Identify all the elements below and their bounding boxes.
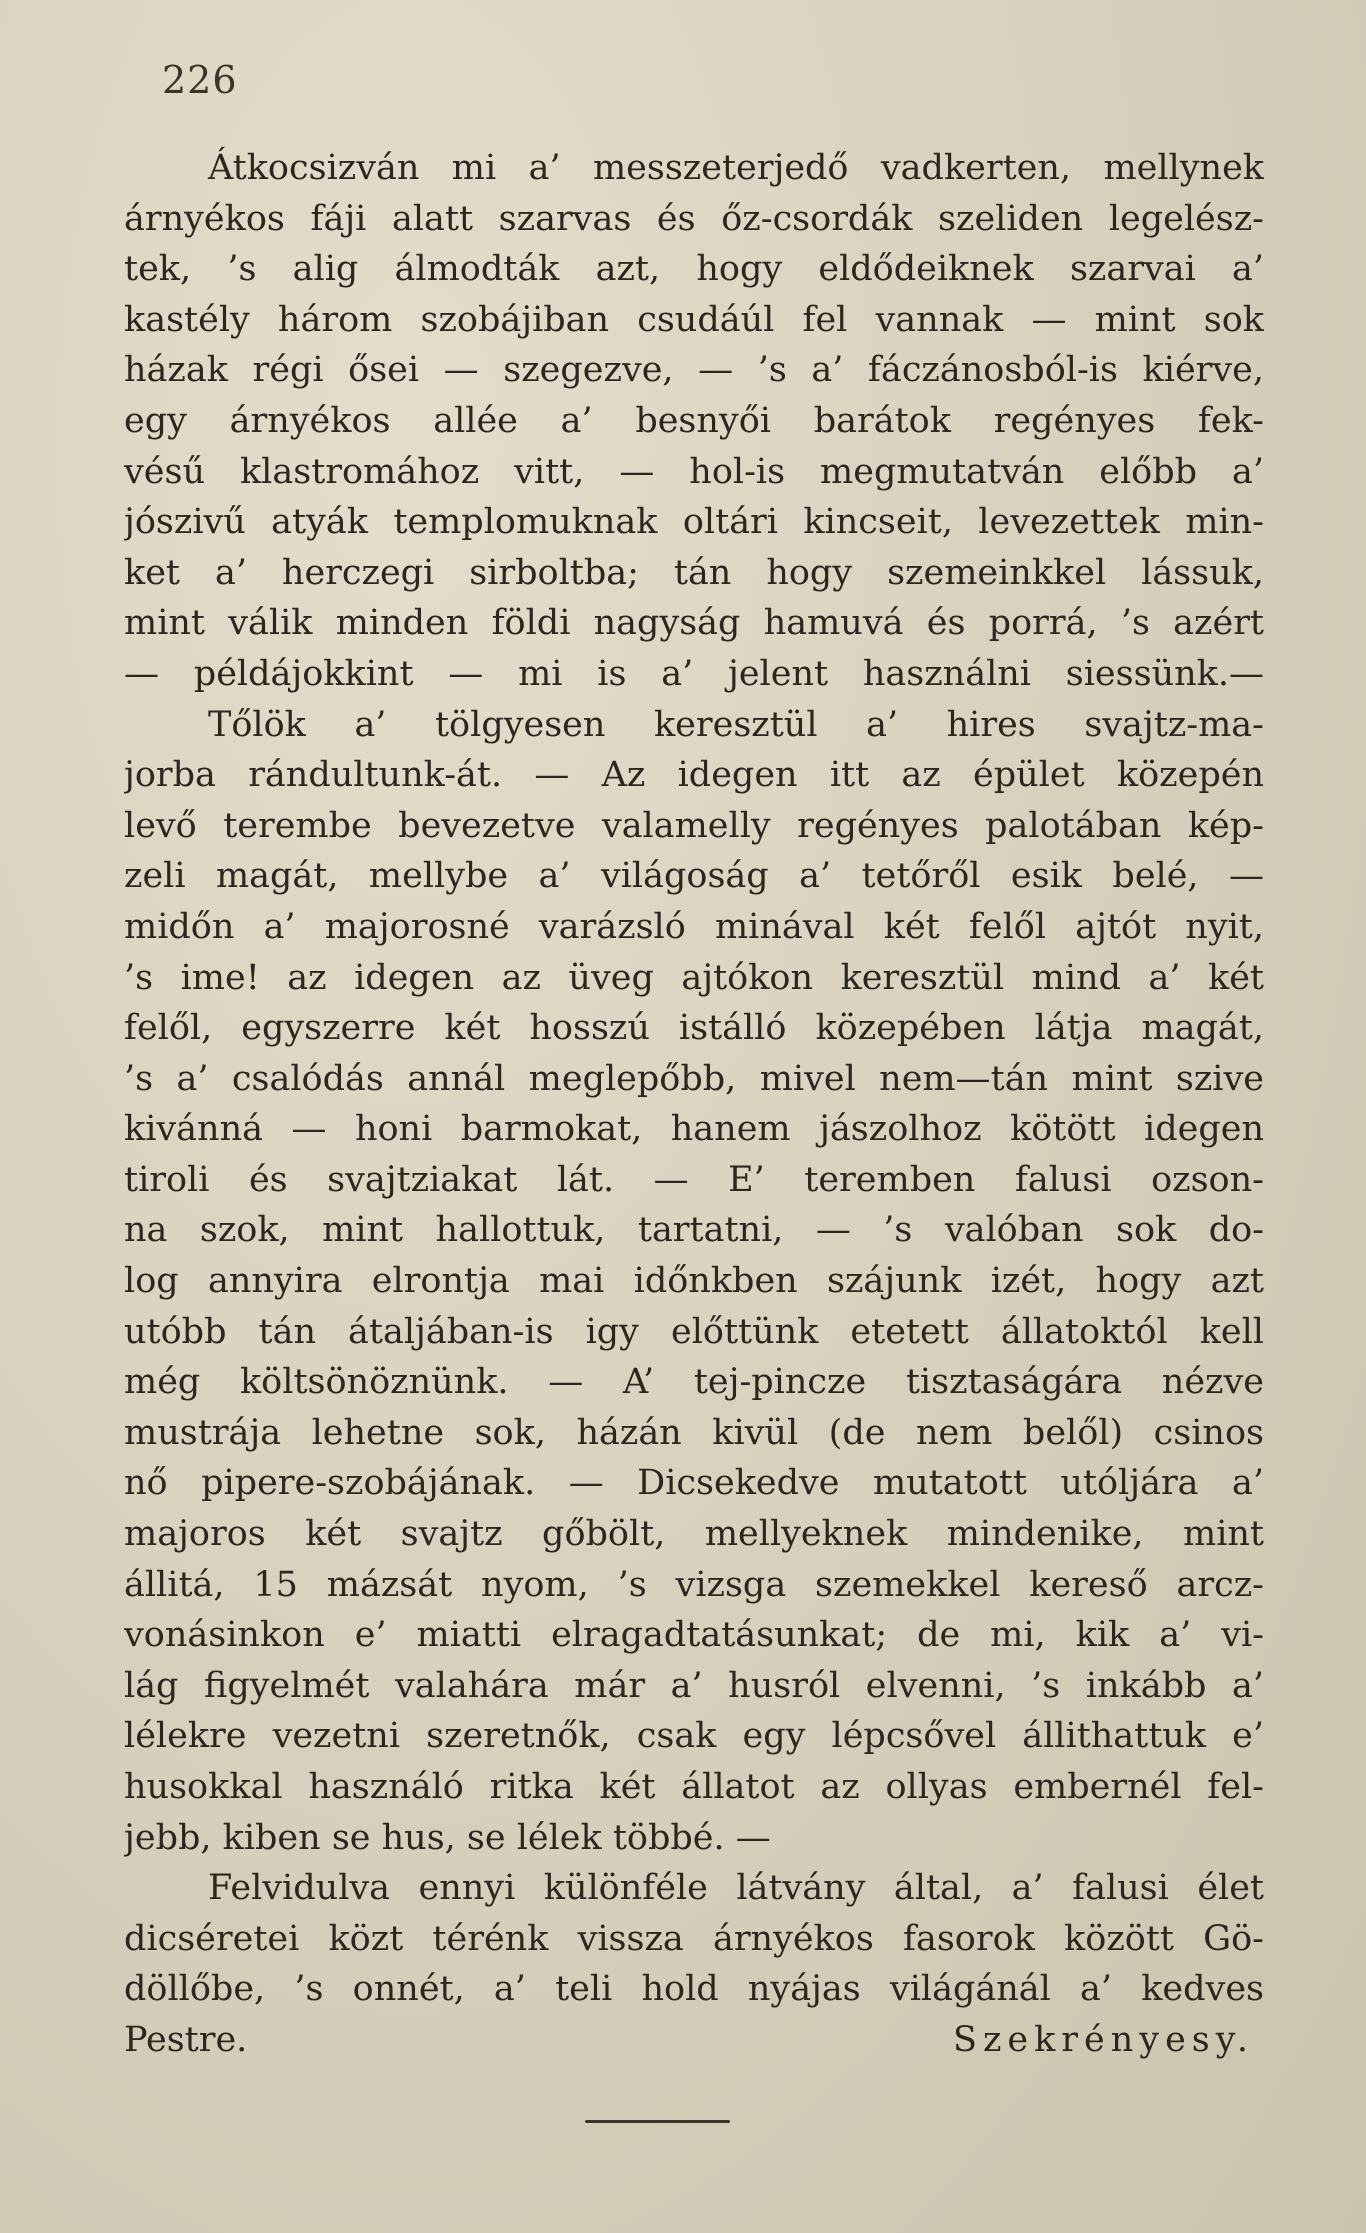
text-line: jorba rándultunk-át. — Az idegen itt az épület közepén — [124, 755, 1264, 796]
text-line: vonásinkon e’ miatti elragadtatásunkat; de mi, kik a’ vi- — [124, 1615, 1264, 1656]
text-line: utóbb tán átaljában-is igy előttünk etetett állatoktól kell — [124, 1311, 1264, 1352]
text-line: még költsönöznünk. — A’ tej-pincze tisztaságára nézve — [124, 1362, 1264, 1403]
text-line: állitá, 15 mázsát nyom, ’s vizsga szemekkel kereső arcz- — [124, 1564, 1264, 1605]
text-line: mustrája lehetne sok, házán kivül (de nem belől) csinos — [124, 1412, 1264, 1453]
text-line: házak régi ősei — szegezve, — ’s a’ fáczánosból-is kiérve, — [124, 350, 1264, 391]
text-line: Felvidulva ennyi különféle látvány által, a’ falusi élet — [208, 1868, 1264, 1909]
text-line: tek, ’s alig álmodták azt, hogy eldődeiknek szarvai a’ — [124, 249, 1264, 290]
text-line: tiroli és svajtziakat lát. — E’ teremben falusi ozson- — [124, 1159, 1264, 1200]
text-line: lélekre vezetni szeretnők, csak egy lépcsővel állithattuk e’ — [124, 1716, 1264, 1757]
text-line: döllőbe, ’s onnét, a’ teli hold nyájas világánál a’ kedves — [124, 1969, 1264, 2010]
text-line: Tőlök a’ tölgyesen keresztül a’ hires svajtz-ma- — [208, 704, 1264, 745]
text-line: midőn a’ majorosné varázsló minával két felől ajtót nyit, — [124, 906, 1264, 947]
closing-line — [124, 2015, 1264, 2066]
author-signature: Szekrényesy. — [952, 2019, 1254, 2060]
text-line: mint válik minden földi nagyság hamuvá és porrá, ’s azért — [124, 603, 1264, 644]
text-line: lág figyelmét valahára már a’ husról elvenni, ’s inkább a’ — [124, 1665, 1264, 1706]
text-line: dicséretei közt térénk vissza árnyékos fasorok között Gö- — [124, 1918, 1264, 1959]
text-line: felől, egyszerre két hosszú istálló közepében látja magát, — [124, 1008, 1264, 1049]
text-line: majoros két svajtz gőbölt, mellyeknek mindenike, mint — [124, 1514, 1264, 1555]
text-line: na szok, mint hallottuk, tartatni, — ’s valóban sok do- — [124, 1210, 1264, 1251]
text-line: kastély három szobájiban csudáúl fel vannak — mint sok — [124, 299, 1264, 340]
text-line: kivánná — honi barmokat, hanem jászolhoz kötött idegen — [124, 1109, 1264, 1150]
text-line: levő terembe bevezetve valamelly regényes palotában kép- — [124, 805, 1264, 846]
text-line: husokkal használó ritka két állatot az ollyas embernél fel- — [124, 1767, 1264, 1807]
text-line: ’s ime! az idegen az üveg ajtókon keresztül mind a’ két — [124, 957, 1264, 998]
closing-word: Pestre. — [124, 2019, 248, 2060]
text-line: jebb, kiben se hus, se lélek többé. — — [124, 1817, 771, 1858]
text-line: zeli magát, mellybe a’ világoság a’ tetőről esik belé, — — [124, 856, 1264, 897]
text-line: árnyékos fáji alatt szarvas és őz-csordák szeliden legelész- — [124, 198, 1264, 239]
text-line: — példájokkint — mi is a’ jelent használni siessünk.— — [124, 653, 1264, 694]
text-line: jószivű atyák templomuknak oltári kincseit, levezettek min- — [124, 502, 1264, 543]
page-number: 226 — [162, 58, 238, 102]
text-line: ket a’ herczegi sirboltba; tán hogy szemeinkkel lássuk, — [124, 552, 1264, 593]
text-line: nő pipere-szobájának. — Dicsekedve mutatott utóljára a’ — [124, 1463, 1264, 1504]
text-line: egy árnyékos allée a’ besnyői barátok regényes fek- — [124, 400, 1264, 441]
end-rule — [585, 2120, 730, 2123]
text-line: log annyira elrontja mai időnkben szájunk izét, hogy azt — [124, 1261, 1264, 1302]
text-line: ’s a’ csalódás annál meglepőbb, mivel nem—tán mint szive — [124, 1058, 1264, 1099]
text-line: vésű klastromához vitt, — hol-is megmutatván előbb a’ — [124, 451, 1264, 492]
text-line: Átkocsizván mi a’ messzeterjedő vadkerten, mellynek — [208, 148, 1264, 188]
body-text — [124, 143, 1264, 2066]
